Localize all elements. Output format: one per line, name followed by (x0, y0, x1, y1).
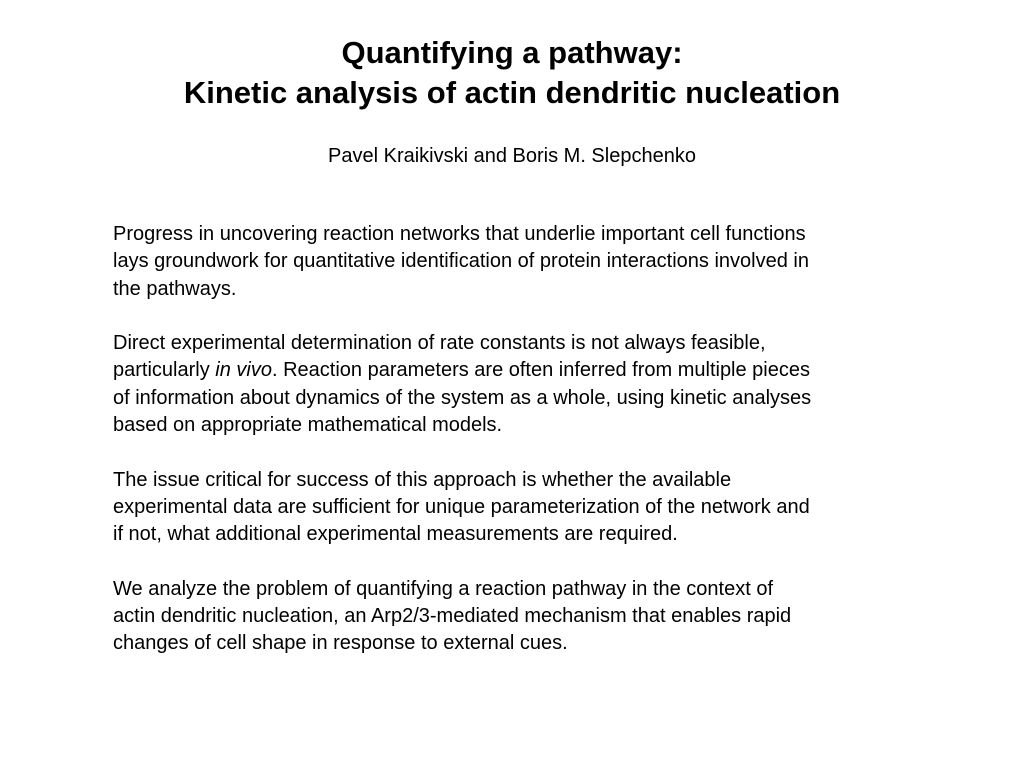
paragraph-line: changes of cell shape in response to external cues. (113, 632, 568, 655)
paragraph-line: actin dendritic nucleation, an Arp2/3-mediated mechanism that enables rapid (113, 605, 792, 628)
paragraph-line: We analyze the problem of quantifying a reaction pathway in the context of (113, 577, 774, 600)
paragraph-line-with-emphasis (113, 357, 913, 384)
text-segment: . Reaction parameters are often inferred from multiple pieces (271, 359, 810, 382)
paragraph-line: based on appropriate mathematical models. (113, 414, 503, 437)
paragraph-line: Direct experimental determination of rate constants is not always feasible, (113, 332, 766, 355)
abstract-body (113, 221, 913, 658)
paragraph-line: The issue critical for success of this approach is whether the available (113, 468, 732, 491)
paragraph-line: the pathways. (113, 277, 237, 300)
title-line-1: Quantifying a pathway: (341, 35, 683, 70)
paragraph-1 (113, 221, 913, 303)
authors: Pavel Kraikivski and Boris M. Slepchenko (328, 145, 696, 167)
paragraph-line: Progress in uncovering reaction networks that underlie important cell functions (113, 223, 806, 245)
slide-title (0, 33, 1024, 113)
paragraph-line: if not, what additional experimental measurements are required. (113, 523, 678, 546)
paragraph-line: experimental data are sufficient for unique parameterization of the network and (113, 495, 810, 518)
paragraph-2 (113, 330, 913, 439)
paragraph-line: of information about dynamics of the system as a whole, using kinetic analyses (113, 386, 812, 409)
title-line-2: Kinetic analysis of actin dendritic nucleation (183, 75, 841, 110)
in-vivo-emphasis: in vivo (215, 359, 272, 382)
paragraph-4 (113, 576, 913, 658)
paragraph-3 (113, 467, 913, 549)
paragraph-line: lays groundwork for quantitative identification of protein interactions involved in (113, 250, 809, 273)
text-segment: particularly (113, 359, 216, 382)
